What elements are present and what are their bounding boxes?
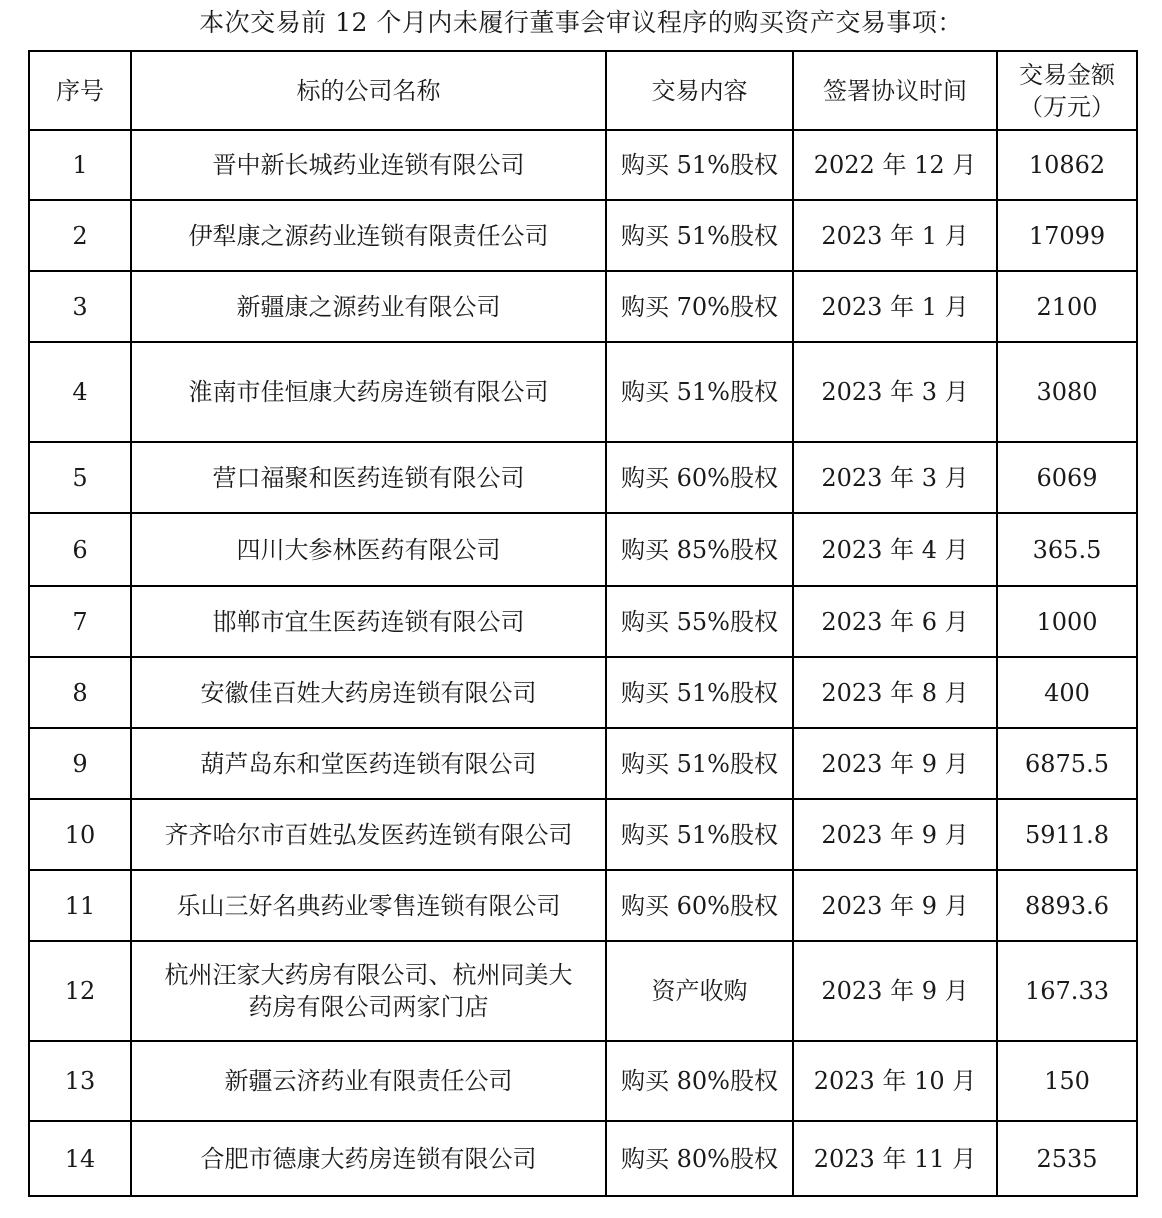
cell-date: 2023 年 9 月 bbox=[793, 799, 997, 870]
cell-company-name: 葫芦岛东和堂医药连锁有限公司 bbox=[131, 728, 606, 799]
cell-amount: 17099 bbox=[997, 200, 1137, 271]
cell-content: 购买 51%股权 bbox=[606, 130, 793, 200]
table-row bbox=[29, 870, 1137, 941]
cell-amount: 6875.5 bbox=[997, 728, 1137, 799]
cell-content: 购买 60%股权 bbox=[606, 870, 793, 941]
cell-content: 购买 80%股权 bbox=[606, 1121, 793, 1196]
cell-content: 购买 80%股权 bbox=[606, 1041, 793, 1121]
cell-date: 2023 年 3 月 bbox=[793, 442, 997, 513]
cell-seq: 4 bbox=[29, 342, 131, 442]
header-amount bbox=[997, 51, 1137, 130]
cell-seq: 8 bbox=[29, 657, 131, 728]
table-row bbox=[29, 130, 1137, 200]
cell-amount: 3080 bbox=[997, 342, 1137, 442]
cell-company-name: 齐齐哈尔市百姓弘发医药连锁有限公司 bbox=[131, 799, 606, 870]
cell-seq: 14 bbox=[29, 1121, 131, 1196]
table-row bbox=[29, 728, 1137, 799]
cell-amount: 400 bbox=[997, 657, 1137, 728]
cell-seq: 1 bbox=[29, 130, 131, 200]
cell-date: 2023 年 9 月 bbox=[793, 941, 997, 1041]
cell-company-name: 伊犁康之源药业连锁有限责任公司 bbox=[131, 200, 606, 271]
cell-company-name: 晋中新长城药业连锁有限公司 bbox=[131, 130, 606, 200]
cell-company-name: 四川大参林医药有限公司 bbox=[131, 513, 606, 586]
cell-date: 2023 年 11 月 bbox=[793, 1121, 997, 1196]
cell-content: 资产收购 bbox=[606, 941, 793, 1041]
header-transaction-content: 交易内容 bbox=[606, 51, 793, 130]
cell-amount: 365.5 bbox=[997, 513, 1137, 586]
cell-amount: 167.33 bbox=[997, 941, 1137, 1041]
cell-date: 2022 年 12 月 bbox=[793, 130, 997, 200]
cell-seq: 3 bbox=[29, 271, 131, 342]
cell-date: 2023 年 9 月 bbox=[793, 728, 997, 799]
cell-seq: 10 bbox=[29, 799, 131, 870]
cell-seq: 11 bbox=[29, 870, 131, 941]
cell-date: 2023 年 1 月 bbox=[793, 200, 997, 271]
cell-content: 购买 85%股权 bbox=[606, 513, 793, 586]
transactions-table bbox=[28, 50, 1138, 1197]
cell-amount: 150 bbox=[997, 1041, 1137, 1121]
cell-content: 购买 51%股权 bbox=[606, 728, 793, 799]
cell-company-name: 新疆康之源药业有限公司 bbox=[131, 271, 606, 342]
cell-content: 购买 55%股权 bbox=[606, 586, 793, 657]
cell-content: 购买 51%股权 bbox=[606, 799, 793, 870]
cell-company-name: 新疆云济药业有限责任公司 bbox=[131, 1041, 606, 1121]
cell-seq: 12 bbox=[29, 941, 131, 1041]
cell-seq: 6 bbox=[29, 513, 131, 586]
cell-date: 2023 年 10 月 bbox=[793, 1041, 997, 1121]
cell-amount: 10862 bbox=[997, 130, 1137, 200]
cell-content: 购买 51%股权 bbox=[606, 657, 793, 728]
cell-content: 购买 70%股权 bbox=[606, 271, 793, 342]
table-row bbox=[29, 442, 1137, 513]
table-row bbox=[29, 1121, 1137, 1196]
header-signing-date: 签署协议时间 bbox=[793, 51, 997, 130]
cell-amount: 8893.6 bbox=[997, 870, 1137, 941]
header-amount-label: 交易金额 bbox=[1019, 60, 1115, 89]
table-row bbox=[29, 342, 1137, 442]
cell-company-name bbox=[131, 941, 606, 1041]
cell-date: 2023 年 3 月 bbox=[793, 342, 997, 442]
table-row bbox=[29, 657, 1137, 728]
cell-company-name-line: 杭州汪家大药房有限公司、杭州同美大 bbox=[164, 961, 573, 989]
table-row bbox=[29, 200, 1137, 271]
table-row bbox=[29, 586, 1137, 657]
document-title: 本次交易前 12 个月内未履行董事会审议程序的购买资产交易事项： bbox=[199, 8, 963, 37]
cell-date: 2023 年 9 月 bbox=[793, 870, 997, 941]
cell-company-name: 淮南市佳恒康大药房连锁有限公司 bbox=[131, 342, 606, 442]
cell-company-name: 营口福聚和医药连锁有限公司 bbox=[131, 442, 606, 513]
cell-amount: 2535 bbox=[997, 1121, 1137, 1196]
table-row bbox=[29, 513, 1137, 586]
header-seq: 序号 bbox=[29, 51, 131, 130]
table-row bbox=[29, 799, 1137, 870]
cell-amount: 6069 bbox=[997, 442, 1137, 513]
header-amount-unit: （万元） bbox=[1019, 92, 1115, 121]
cell-amount: 1000 bbox=[997, 586, 1137, 657]
cell-date: 2023 年 8 月 bbox=[793, 657, 997, 728]
cell-seq: 9 bbox=[29, 728, 131, 799]
cell-seq: 7 bbox=[29, 586, 131, 657]
cell-amount: 5911.8 bbox=[997, 799, 1137, 870]
table-row bbox=[29, 941, 1137, 1041]
cell-date: 2023 年 4 月 bbox=[793, 513, 997, 586]
cell-seq: 2 bbox=[29, 200, 131, 271]
cell-amount: 2100 bbox=[997, 271, 1137, 342]
cell-company-name-line: 药房有限公司两家门店 bbox=[248, 993, 489, 1021]
header-company-name: 标的公司名称 bbox=[131, 51, 606, 130]
cell-content: 购买 51%股权 bbox=[606, 342, 793, 442]
cell-date: 2023 年 1 月 bbox=[793, 271, 997, 342]
cell-company-name: 安徽佳百姓大药房连锁有限公司 bbox=[131, 657, 606, 728]
table-row bbox=[29, 271, 1137, 342]
cell-date: 2023 年 6 月 bbox=[793, 586, 997, 657]
table-row bbox=[29, 1041, 1137, 1121]
cell-company-name: 邯郸市宜生医药连锁有限公司 bbox=[131, 586, 606, 657]
cell-seq: 5 bbox=[29, 442, 131, 513]
cell-seq: 13 bbox=[29, 1041, 131, 1121]
cell-content: 购买 60%股权 bbox=[606, 442, 793, 513]
cell-content: 购买 51%股权 bbox=[606, 200, 793, 271]
cell-company-name: 合肥市德康大药房连锁有限公司 bbox=[131, 1121, 606, 1196]
cell-company-name: 乐山三好名典药业零售连锁有限公司 bbox=[131, 870, 606, 941]
table-header-row bbox=[29, 51, 1137, 130]
